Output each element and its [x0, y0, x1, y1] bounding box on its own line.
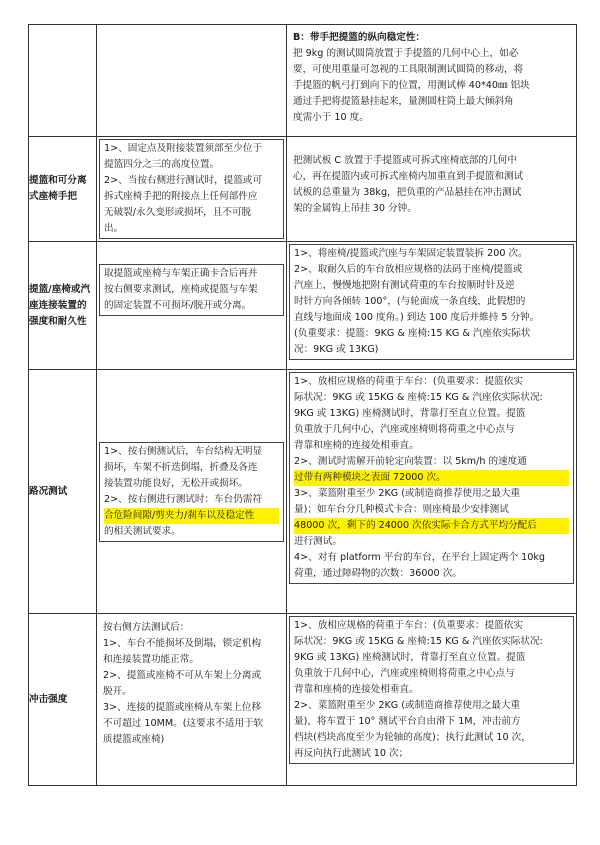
requirement-line: 无破裂/永久变形或损坏，且不可脱 [104, 207, 252, 218]
method-line: 1>、放相应规格的荷重于车台：(负重要求：提篮依实 [294, 376, 523, 387]
method-line: 2>、测试时需解开前轮定向装置：以 5km/h 的速度通 [294, 456, 527, 467]
method-line: 2>、取耐久后的车台放相应规格的法码于座椅/提篮或 [294, 264, 523, 275]
method-line: 时针方向各倾转 100°，(与轮面成一条直线，此假想的 [294, 296, 526, 307]
method-line: 2>、菜篮附重至少 2KG (或制造商推荐使用之最大重 [294, 700, 521, 711]
requirement-line: 1>、车台不能损坏及倒塌，锁定机构 [103, 638, 262, 649]
test-item-name: 提篮/座椅或汽座连接装置的强度和耐久性 [29, 242, 97, 370]
requirement-cell [97, 242, 287, 370]
requirement-cell [97, 137, 287, 242]
requirement-line: 和连接装置功能正常。 [103, 654, 199, 665]
requirement-line: 的固定装置不可损坏/脱开或分离。 [104, 300, 252, 311]
method-line: 过带有两种模块之表面 72000 次。 [294, 470, 569, 486]
method-line: 通过手把将提篮悬挂起来，量测圆柱筒上最大倾斜角 [293, 96, 514, 107]
requirement-line: 拆式座椅手把的附接点上任何部件应 [104, 191, 258, 202]
test-spec-table [28, 24, 577, 786]
requirement-line: 2>、按右侧进行测试时：车台仍需符 [104, 494, 263, 505]
requirement-line: 2>、提篮或座椅不可从车架上分离或 [103, 670, 262, 681]
method-line: (负重要求：提篮：9KG & 座椅:15 KG & 汽座依实际状 [294, 328, 531, 339]
table-row [29, 25, 577, 137]
method-line: 背靠和座椅的连接处相垂直。 [294, 684, 419, 695]
method-line: 量)；如车台分几种模式卡合：则座椅最少安排测试 [294, 504, 509, 515]
method-line: 1>、将座椅/提篮或汽座与车架固定装置装拆 200 次。 [294, 248, 528, 259]
method-line: 汽座上，慢慢地把附有测试荷重的车台按顺时针及逆 [294, 280, 515, 291]
method-line: 4>、对有 platform 平台的车台，在平台上固定两个 10kg [294, 552, 546, 563]
method-cell [287, 242, 577, 370]
test-item-name: 冲击强度 [29, 614, 97, 786]
requirement-line: 不可超过 10MM。(这要求不适用于软 [103, 718, 264, 729]
method-line: 负重放于几何中心，汽座或座椅则将荷重之中心点与 [294, 668, 515, 679]
method-line: 负重放于几何中心，汽座或座椅则将荷重之中心点与 [294, 424, 515, 435]
requirement-line: 的相关测试要求。 [104, 526, 181, 537]
test-item-name [29, 25, 97, 137]
requirement-cell [97, 25, 287, 137]
table-row [29, 137, 577, 242]
method-line: 际状况：9KG 或 15KG & 座椅:15 KG & 汽座依实际状况: [294, 636, 543, 647]
method-cell [287, 614, 577, 786]
requirement-line: 合危险间隙/剪夹力/刹车以及稳定性 [104, 508, 279, 524]
method-line: 况：9KG 或 13KG) [294, 344, 379, 355]
requirement-line: 出。 [104, 223, 124, 234]
method-line: 荷重，通过障碍物的次数：36000 次。 [294, 568, 462, 579]
method-line: 度需小于 10 度。 [293, 112, 369, 123]
method-line: 再反向执行此测试 10 次； [294, 748, 409, 759]
method-line: 直线与地面成 100 度角。) 到达 100 度后并維持 5 分钟。 [294, 312, 540, 323]
method-line: 架的金属钩上吊挂 30 分钟。 [293, 203, 417, 214]
requirement-cell [97, 614, 287, 786]
test-item-name: 路况测试 [29, 370, 97, 614]
requirement-line: 脱开。 [103, 686, 132, 697]
test-item-name: 提篮和可分离式座椅手把 [29, 137, 97, 242]
method-line: 把 9kg 的测试圆筒放置于手提篮的几何中心上，如必 [293, 48, 519, 59]
method-cell [287, 370, 577, 614]
table-row [29, 242, 577, 370]
method-line: 背靠和座椅的连接处相垂直。 [294, 440, 419, 451]
requirement-line: 3>、连接的提篮或座椅从车架上位移 [103, 702, 262, 713]
method-line: B：带手把提篮的纵向稳定性： [293, 32, 426, 43]
method-line: 试板的总重量为 38kg，把负重的产品悬挂在冲击测试 [293, 187, 522, 198]
method-line: 际状况：9KG 或 15KG & 座椅:15 KG & 汽座依实际状况: [294, 392, 543, 403]
requirement-line: 损坏，车架不折迭倒塌，折叠及各连 [104, 462, 258, 473]
method-line: 要，可使用重量可忽视的工具限制测试圆筒的移动，将 [293, 64, 524, 75]
method-cell [287, 137, 577, 242]
method-line: 9KG 或 13KG) 座椅测试时，背靠打至直立位置。提篮 [294, 408, 526, 419]
method-line: 把测试板 C 放置于手提篮或可拆式座椅底部的几何中 [293, 155, 517, 166]
requirement-line: 按右侧方法测试后： [103, 622, 190, 633]
requirement-line: 1>、固定点及附接装置须部至少位于 [104, 143, 263, 154]
requirement-line: 接装置功能良好，无松开或损坏。 [104, 478, 248, 489]
method-line: 量)，将车置于 10° 测试平台自由滑下 1M，冲击前方 [294, 716, 521, 727]
table-row [29, 370, 577, 614]
method-line: 进行测试。 [294, 536, 342, 547]
method-line: 48000 次，剩下的 24000 次依实际卡合方式平均分配后 [294, 518, 569, 534]
method-line: 1>、放相应规格的荷重于车台：(负重要求：提篮依实 [294, 620, 523, 631]
requirement-line: 按右侧要求测试，座椅或提篮与车架 [104, 284, 258, 295]
method-cell [287, 25, 577, 137]
requirement-cell [97, 370, 287, 614]
requirement-line: 2>、当按右侧进行测试时，提篮或可 [104, 175, 263, 186]
method-line: 3>、菜篮附重至少 2KG (或制造商推荐使用之最大重 [294, 488, 521, 499]
requirement-line: 提篮四分之三的高度位置。 [104, 159, 220, 170]
method-line: 心，再在提篮内或可拆式座椅内加重直到手提篮和测试 [293, 171, 524, 182]
requirement-line: 质提篮或座椅) [103, 734, 165, 745]
table-row [29, 614, 577, 786]
method-line: 手提篮的帆弓打到向下的位置，用测试棒 40*40㎜ 铝块 [293, 80, 530, 91]
method-line: 档块(档块高度至少为轮轴的高度)；执行此测试 10 次， [294, 732, 531, 743]
requirement-line: 1>、按右侧测试后，车台结构无明显 [104, 446, 263, 457]
requirement-line: 取提篮或座椅与车架正确卡合后再并 [104, 268, 258, 279]
method-line: 9KG 或 13KG) 座椅测试时，背靠打至直立位置。提篮 [294, 652, 526, 663]
